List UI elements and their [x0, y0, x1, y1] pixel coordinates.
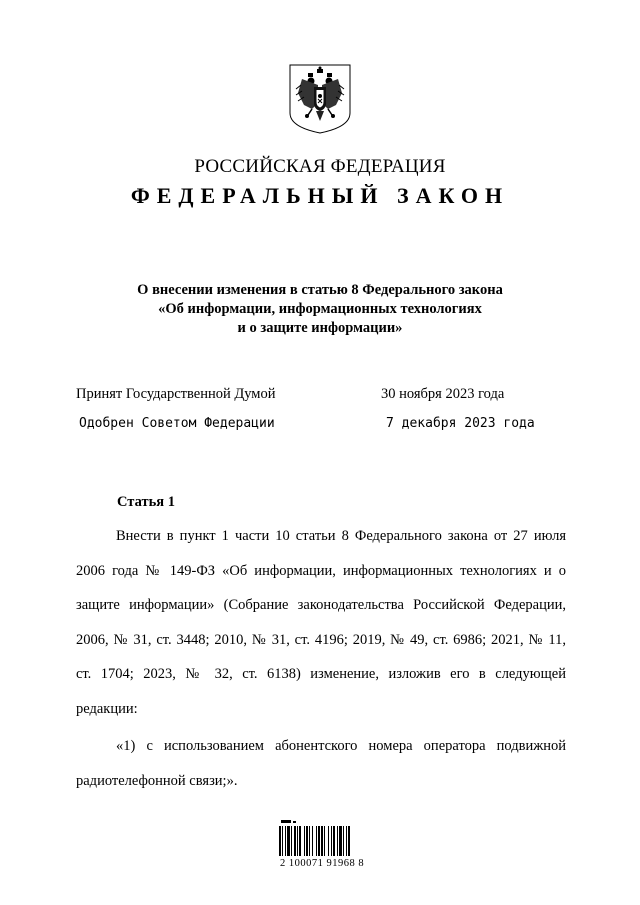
subject-line: «Об информации, информационных технологиях: [158, 301, 482, 317]
barcode-icon: [277, 820, 369, 880]
paragraph-line: ст. 1704; 2023, № 32, ст. 6138) изменение, изложив его в следующей: [76, 666, 566, 682]
paragraph-line: Внести в пункт 1 части 10 статьи 8 Федерального закона от 27 июля: [116, 528, 566, 544]
barcode-number: 2 100071 91968 8: [279, 858, 365, 869]
paragraph-line: редакции:: [76, 700, 138, 717]
paragraph-line: «1) с использованием абонентского номера оператора подвижной: [116, 738, 566, 754]
article-paragraph-2: [76, 729, 566, 798]
duma-adoption-label: Принят Государственной Думой: [76, 386, 276, 402]
paragraph-line: 2006 года № 149-ФЗ «Об информации, информационных технологиях и о: [76, 562, 566, 579]
article-title: Статья 1: [117, 494, 175, 510]
council-approval-label: Одобрен Советом Федерации: [79, 416, 275, 431]
country-name: РОССИЙСКАЯ ФЕДЕРАЦИЯ: [194, 156, 446, 177]
subject-line: О внесении изменения в статью 8 Федерального закона: [137, 282, 503, 298]
document-type: ФЕДЕРАЛЬНЫЙ ЗАКОН: [130, 183, 510, 208]
council-approval-date: 7 декабря 2023 года: [386, 416, 535, 431]
duma-adoption-date: 30 ноября 2023 года: [381, 386, 505, 402]
paragraph-line: защите информации» (Собрание законодательства Российской Федерации,: [76, 597, 566, 613]
paragraph-line: радиотелефонной связи;».: [76, 772, 238, 789]
subject-line: и о защите информации»: [237, 320, 403, 336]
coat-of-arms-icon: [288, 63, 352, 135]
law-subject: [90, 281, 550, 338]
article-paragraph-1: [76, 519, 566, 726]
paragraph-line: 2006, № 31, ст. 3448; 2010, № 31, ст. 4196; 2019, № 49, ст. 6986; 2021, № 11,: [76, 631, 566, 648]
